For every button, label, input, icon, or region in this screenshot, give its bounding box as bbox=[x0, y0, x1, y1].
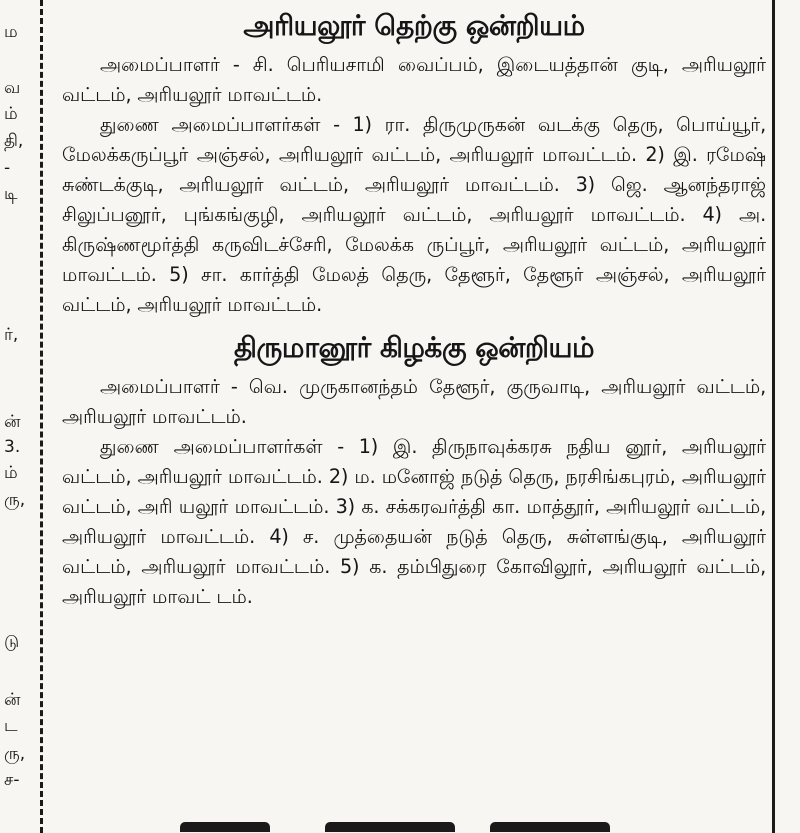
left-fragment: - bbox=[4, 158, 11, 178]
left-fragment: ட bbox=[4, 716, 18, 736]
left-fragment: டு bbox=[4, 632, 20, 652]
organizer-paragraph: அமைப்பாளர் - வெ. முருகானந்தம் தேளூர், குருவாடி, அரியலூர் வட்டம், அரியலூர் மாவட்டம். bbox=[62, 375, 766, 428]
left-fragment: ரு, bbox=[4, 490, 26, 510]
left-column-fragments bbox=[0, 0, 34, 833]
left-fragment: ம் bbox=[4, 463, 18, 483]
article bbox=[62, 0, 766, 612]
column-rule bbox=[772, 0, 775, 833]
left-fragment: ம bbox=[4, 22, 18, 42]
deputy-organizers-paragraph: துணை அமைப்பாளர்கள் - 1) இ. திருநாவுக்கரசு நதிய னூர், அரியலூர் வட்டம், அரியலூர் மாவட்டம். 2) ம. மனோஜ் நடுத் தெரு, நரசிங்கபுரம், அரியலூர் வட்டம், அரி யலூர் மாவட்டம். 3) க. சக்கரவர்த்தி கா. மாத்தூர், அரியலூர் வட்டம், அரியலூர் மாவட்டம். 4) ச. முத்தையன் நடுத் தெரு, சுள்ளங்குடி, அரியலூர் வட்டம், அரியலூர் மாவட்டம். 5) க. தம்பிதுரை கோவிலூர், அரியலூர் வட்டம், அரியலூர் மாவட் டம். bbox=[62, 435, 766, 608]
left-fragment: ம் bbox=[4, 104, 18, 124]
next-heading-cutoff bbox=[150, 812, 650, 833]
left-fragment: ரு, bbox=[4, 744, 26, 764]
column-divider bbox=[40, 0, 43, 833]
organizer-paragraph: அமைப்பாளர் - சி. பெரியசாமி வைப்பம், இடையத்தான் குடி, அரியலூர் வட்டம், அரியலூர் மாவட்டம். bbox=[62, 53, 766, 106]
deputy-organizers-paragraph: துணை அமைப்பாளர்கள் - 1) ரா. திருமுருகன் வடக்கு தெரு, பொய்யூர், மேலக்கருப்பூர் அஞ்சல், அரியலூர் வட்டம், அரியலூர் மாவட்டம். 2) இ. ரமேஷ் சுண்டக்குடி, அரியலூர் வட்டம், அரியலூர் மாவட்டம். 3) ஜெ. ஆனந்தராஜ் சிலுப்பனூர், புங்கங்குழி, அரியலூர் வட்டம், அரியலூர் மாவட்டம். 4) அ. கிருஷ்ணமூர்த்தி கருவிடச்சேரி, மேலக்க ருப்பூர், அரியலூர் வட்டம், அரியலூர் மாவட்டம். 5) சா. கார்த்தி மேலத் தெரு, தேளூர், தேளூர் அஞ்சல், அரியலூர் வட்டம், அரியலூர் மாவட்டம். bbox=[62, 113, 766, 316]
section-heading: திருமானூர் கிழக்கு ஒன்றியம் bbox=[233, 331, 595, 364]
left-fragment: டி bbox=[4, 184, 18, 204]
left-fragment: வ bbox=[4, 78, 21, 98]
left-fragment: ன் bbox=[4, 690, 21, 710]
left-fragment: ச- bbox=[4, 770, 20, 790]
left-fragment: ன் bbox=[4, 412, 21, 432]
section-heading: அரியலூர் தெற்கு ஒன்றியம் bbox=[243, 9, 585, 42]
left-fragment: 3. bbox=[4, 437, 21, 457]
left-fragment: தி, bbox=[4, 131, 24, 151]
left-fragment: ர், bbox=[4, 325, 19, 345]
